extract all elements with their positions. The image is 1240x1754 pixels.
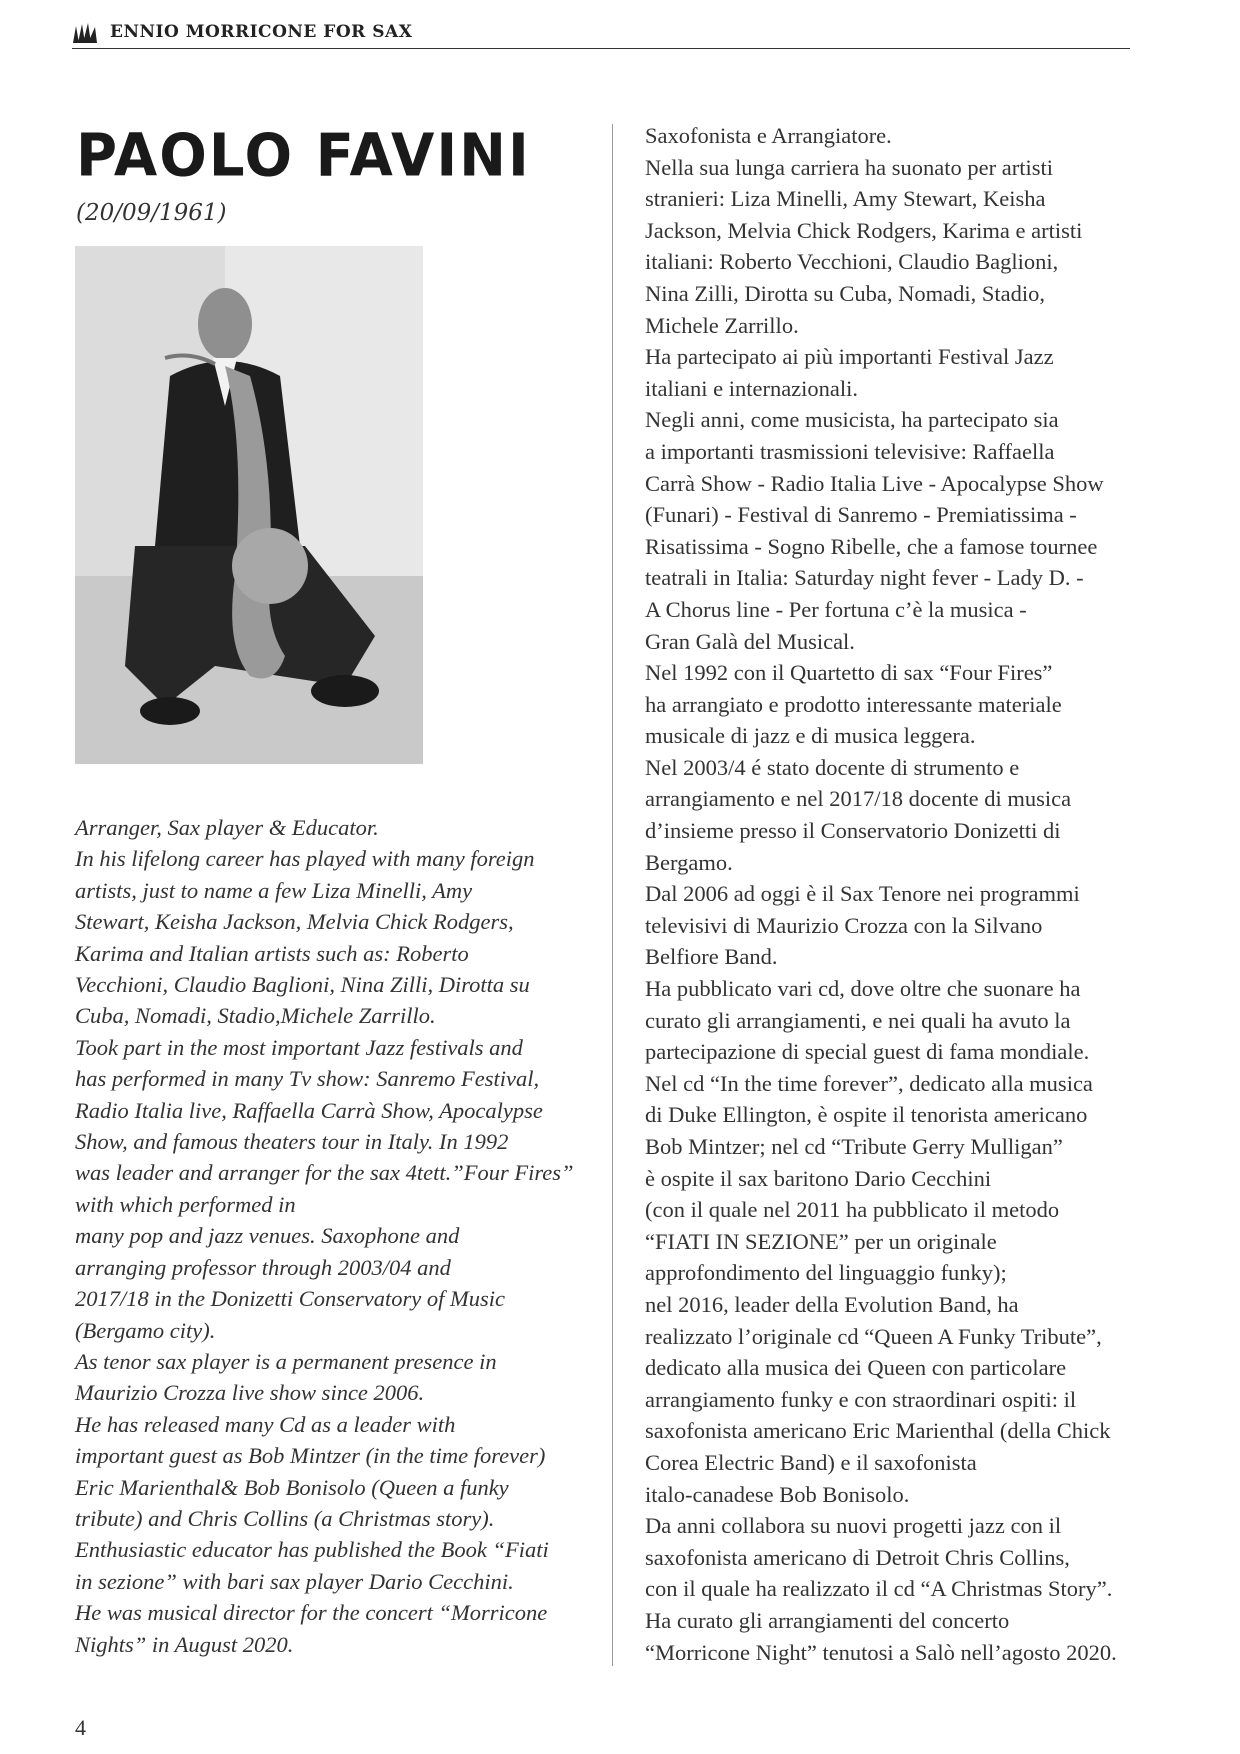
bio-line: italiani e internazionali. — [645, 375, 859, 401]
bio-line: Negli anni, come musicista, ha partecipato sia — [645, 407, 1059, 433]
bio-line: Nights” in August 2020. — [75, 1631, 294, 1657]
bio-line: arrangiamento e nel 2017/18 docente di musica — [645, 786, 1072, 812]
bio-line: Ha partecipato ai più importanti Festival Jazz — [645, 344, 1054, 370]
bio-line: Nel cd “In the time forever”, dedicato alla musica — [645, 1070, 1093, 1096]
artist-name: PAOLO FAVINI — [76, 122, 531, 191]
bio-line: Nella sua lunga carriera ha suonato per artisti — [645, 154, 1053, 180]
bio-line: (Funari) - Festival di Sanremo - Premiatissima - — [645, 502, 1077, 528]
bio-line: Enthusiastic educator has published the Book “Fiati — [75, 1537, 549, 1563]
saxophonist-portrait-image — [75, 246, 423, 764]
bio-line: He has released many Cd as a leader with — [75, 1411, 456, 1437]
bio-line: teatrali in Italia: Saturday night fever - Lady D. - — [645, 565, 1084, 591]
bio-line: with which performed in — [75, 1191, 296, 1217]
bio-line: televisivi di Maurizio Crozza con la Silvano — [645, 912, 1043, 938]
bio-line: saxofonista americano di Detroit Chris Collins, — [645, 1544, 1070, 1570]
bio-line: Ha curato gli arrangiamenti del concerto — [645, 1607, 1010, 1633]
bio-line: Bob Mintzer; nel cd “Tribute Gerry Mulligan” — [645, 1134, 1063, 1159]
bio-line: nel 2016, leader della Evolution Band, ha — [645, 1291, 1019, 1317]
bio-line: “Morricone Night” tenutosi a Salò nell’agosto 2020. — [645, 1639, 1117, 1665]
bio-line: Nina Zilli, Dirotta su Cuba, Nomadi, Stadio, — [645, 280, 1045, 306]
bio-line: “FIATI IN SEZIONE” per un originale — [645, 1228, 997, 1254]
bio-line: 2017/18 in the Donizetti Conservatory of Music — [75, 1286, 505, 1312]
bio-line: saxofonista americano Eric Marienthal (della Chick — [645, 1418, 1111, 1444]
bio-line: Gran Galà del Musical. — [645, 628, 855, 654]
bio-line: Bergamo. — [645, 849, 733, 875]
bio-line: Nel 1992 con il Quartetto di sax “Four Fires” — [645, 660, 1053, 686]
page-number: 4 — [75, 1715, 86, 1740]
bio-line: Carrà Show - Radio Italia Live - Apocalypse Show — [645, 470, 1104, 496]
bio-line: Dal 2006 ad oggi è il Sax Tenore nei programmi — [645, 881, 1080, 907]
bio-line: important guest as Bob Mintzer (in the time forever) — [75, 1443, 546, 1469]
bio-line: Belfiore Band. — [645, 944, 778, 970]
bio-line: partecipazione di special guest di fama mondiale. — [645, 1039, 1090, 1065]
bio-line: Risatissima - Sogno Ribelle, che a famose tournee — [645, 533, 1098, 559]
bio-line: ha arrangiato e prodotto interessante materiale — [645, 691, 1062, 717]
bio-line: was leader and arranger for the sax 4tett.”Four Fires” — [75, 1160, 574, 1186]
english-bio — [75, 812, 600, 1660]
bio-line: Da anni collabora su nuovi progetti jazz con il — [645, 1513, 1062, 1539]
bio-line: Eric Marienthal& Bob Bonisolo (Queen a funky — [75, 1474, 509, 1500]
bio-line: Michele Zarrillo. — [645, 312, 799, 338]
bio-line: Ha pubblicato vari cd, dove oltre che suonare ha — [645, 976, 1081, 1002]
bio-line: Cuba, Nomadi, Stadio,Michele Zarrillo. — [75, 1003, 436, 1029]
bio-line: Corea Electric Band) e il saxofonista — [645, 1449, 977, 1475]
bio-line: Maurizio Crozza live show since 2006. — [75, 1380, 425, 1406]
bio-line: Radio Italia live, Raffaella Carrà Show, Apocalypse — [75, 1097, 543, 1123]
column-divider — [612, 124, 613, 1666]
bio-line: Nel 2003/4 é stato docente di strumento e — [645, 754, 1020, 780]
reed-logo-icon — [72, 22, 98, 44]
bio-line: con il quale ha realizzato il cd “A Christmas Story”. — [645, 1576, 1113, 1602]
bio-line: A Chorus line - Per fortuna c’è la musica - — [645, 596, 1027, 622]
bio-line: Arranger, Sax player & Educator. — [75, 815, 379, 840]
birth-date: (20/09/1961) — [76, 200, 227, 226]
bio-line: Saxofonista e Arrangiatore. — [645, 123, 892, 148]
bio-line: è ospite il sax baritono Dario Cecchini — [645, 1165, 992, 1191]
artist-photo — [75, 246, 423, 764]
bio-line: italo-canadese Bob Bonisolo. — [645, 1481, 910, 1507]
bio-line: Stewart, Keisha Jackson, Melvia Chick Rodgers, — [75, 909, 514, 935]
running-header — [72, 20, 1130, 49]
bio-line: In his lifelong career has played with many foreign — [75, 846, 535, 872]
bio-line: curato gli arrangiamenti, e nei quali ha avuto la — [645, 1007, 1071, 1033]
bio-line: approfondimento del linguaggio funky); — [645, 1260, 1007, 1286]
bio-line: italiani: Roberto Vecchioni, Claudio Baglioni, — [645, 249, 1059, 275]
bio-line: a importanti trasmissioni televisive: Raffaella — [645, 438, 1055, 464]
bio-line: He was musical director for the concert “Morricone — [75, 1600, 548, 1626]
bio-line: in sezione” with bari sax player Dario Cecchini. — [75, 1568, 514, 1594]
bio-line: musicale di jazz e di musica leggera. — [645, 723, 976, 749]
bio-line: (con il quale nel 2011 ha pubblicato il metodo — [645, 1197, 1060, 1223]
bio-line: Show, and famous theaters tour in Italy. In 1992 — [75, 1129, 509, 1155]
italian-bio — [645, 120, 1145, 1668]
bio-line: dedicato alla musica dei Queen con particolare — [645, 1355, 1067, 1381]
bio-line: di Duke Ellington, è ospite il tenorista americano — [645, 1102, 1088, 1128]
bio-line: d’insieme presso il Conservatorio Donizetti di — [645, 818, 1061, 844]
bio-line: Took part in the most important Jazz festivals and — [75, 1034, 523, 1060]
bio-line: tribute) and Chris Collins (a Christmas story). — [75, 1505, 495, 1531]
bio-line: Karima and Italian artists such as: Roberto — [75, 940, 469, 966]
bio-line: As tenor sax player is a permanent presence in — [75, 1348, 497, 1374]
bio-line: arranging professor through 2003/04 and — [75, 1254, 451, 1280]
bio-line: arrangiamento funky e con straordinari ospiti: il — [645, 1386, 1077, 1412]
bio-line: many pop and jazz venues. Saxophone and — [75, 1223, 460, 1249]
bio-line: Vecchioni, Claudio Baglioni, Nina Zilli, Dirotta su — [75, 972, 530, 998]
bio-line: stranieri: Liza Minelli, Amy Stewart, Keisha — [645, 186, 1046, 212]
bio-line: Jackson, Melvia Chick Rodgers, Karima e artisti — [645, 217, 1083, 243]
bio-line: (Bergamo city). — [75, 1317, 216, 1343]
bio-line: has performed in many Tv show: Sanremo Festival, — [75, 1066, 540, 1092]
bio-line: realizzato l’originale cd “Queen A Funky Tribute”, — [645, 1323, 1102, 1349]
header-title: ENNIO MORRICONE FOR SAX — [110, 22, 413, 42]
bio-line: artists, just to name a few Liza Minelli, Amy — [75, 877, 473, 903]
